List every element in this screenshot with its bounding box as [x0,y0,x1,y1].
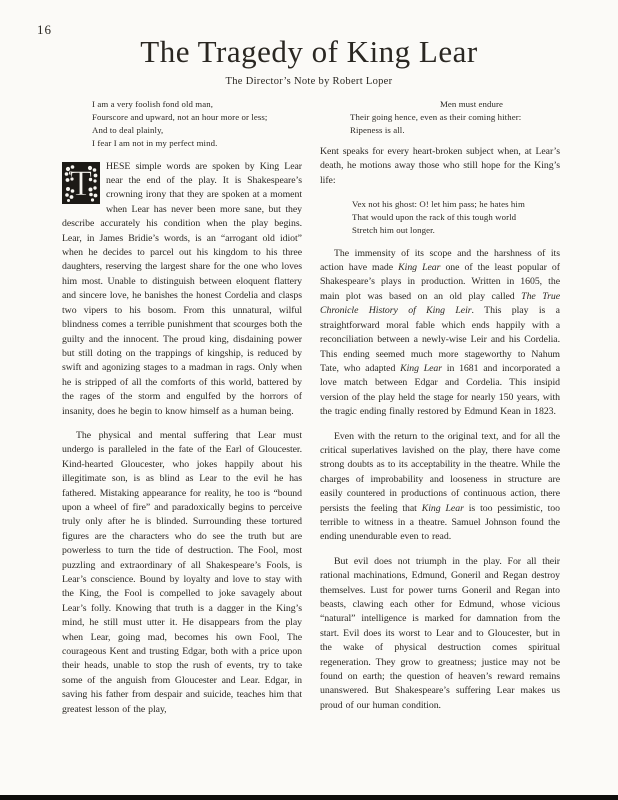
epigraph-men-must-endure: Men must endure Their going hence, even as their coming hither: Ripeness is all. [350,99,522,135]
scan-edge [0,795,618,800]
paragraph-text: HESE simple words are spoken by King Lear near the end of the play. It is Shakespeare’s crowning irony that they are spoken at a moment when Lear has never been more sane, but they describe accurately his condition when the play begins. Lear, in James Bridie’s words, is an “arrogant old idiot” when he decides to parcel out his kingdom to his three daughters, reserving the largest share for the one who loves him most. Unable to distinguish between eloquent flattery and sincere love, he banishes the honest Cordelia and clasps two vipers to his bosom. From this unnatural, wilful blindness comes a terrible punishment that scourges both the guilty and the innocent. The proud king, disdaining power but still doting on the trappings of kingship, is reduced by swift and agonizing stages to a madman in rags. Only when he is stripped of all the comforts of this world, battered by the rages of the storm and engulfed by the horrors of insanity, does he begin to know himself as a human being. [62,160,302,417]
two-column-text [62,96,560,727]
paragraph-but-evil: But evil does not triumph in the play. For all their rational machinations, Edmund, Goneril and Regan destroy themselves. Lust for power turns Goneril and Regan into beasts, clawing each other for Edmund, whose vicious “natural” intelligence is marked for damnation from the start. Evil does its worst to Lear and to Gloucester, but in the wake of physical destruction comes spiritual regeneration. They grow to greatness; justice may not be found on earth; the question of heaven’s reward remains unanswered. But Shakespeare’s suffering Lear makes us proud of our human condition. [320,555,560,711]
paragraph-physical-suffering: The physical and mental suffering that Lear must undergo is paralleled in the fate of the Earl of Gloucester. Kind-hearted Gloucester, who jokes happily about his illegitimate son, is as blind as Lear to the evil he has fathered. Mistaking appearance for reality, he too is “bound upon a wheel of fire” and paradoxically begins to perceive truly only after he is blinded. Surrounding these tortured figures are the characters who do see the truth but are powerless to turn the tide of destruction. The Fool, most puzzling and extraordinary of all Shakespeare’s Fools, is Lear’s conscience. Bound by loyalty and love to stay with the King, the Fool is compelled to joke savagely about Lear’s folly. Knowing that truth is a dagger in the King’s mind, he still must utter it. He disappears from the play when Lear, going mad, becomes his own Fool, The courageous Kent and trusting Edgar, both with a price upon their heads, unable to stop the rush of events, try to take some of the anguish from Gloucester and Lear. Edgar, in saving his father from despair and suicide, teaches him that greatest lesson of the play, [62,429,302,715]
dropcap-ornament-T-icon [62,162,100,204]
right-column [320,96,560,727]
page-number: 16 [37,22,52,37]
page-title: The Tragedy of King Lear [140,34,478,69]
verse-vex-not-his-ghost: Vex not his ghost: O! let him pass; he hates him That would upon the rack of this tough world Stretch him out longer. [352,198,525,235]
paragraph-even-with-return: Even with the return to the original text, and for all the critical superlatives lavished on the play, there have come strong doubts as to its acceptability in the theatre. While the charges of improbability and looseness in structure are easily countered in productions of continuous action, there persists the feeling that King Lear is too pessimistic, too terrible to witness in a theatre. Samuel Johnson found the ending unendurable even to read. [320,430,560,543]
epigraph-lear-quote: I am a very foolish fond old man, Fourscore and upward, not an hour more or less; And to deal plainly, I fear I am not in my perfect mind. [92,99,268,148]
paragraph-kent-speaks: Kent speaks for every heart-broken subject when, at Lear’s death, he motions away those who still hope for the King’s life: [320,145,560,186]
page-subtitle: The Director’s Note by Robert Loper [225,76,393,87]
left-column [62,96,302,727]
paragraph-these-simple-words [62,160,302,419]
dropcap-letter: T [70,162,92,203]
paragraph-immensity: The immensity of its scope and the harshness of its action have made King Lear one of the least popular of Shakespeare’s plays in production. Written in 1605, the main plot was based on an old play called The True Chronicle History of King Leir. This play is a straightforward moral fable which ends happily with a reconciliation between a newly-wise Leir and his Cordelia. This ending seemed much more stageworthy to Nahum Tate, who adapted King Lear in 1681 and incorporated a love match between Edgar and Cordelia. This insipid version of the play held the stage for nearly 150 years, with the tragic ending finally restored by Edmund Kean in 1823. [320,247,560,418]
